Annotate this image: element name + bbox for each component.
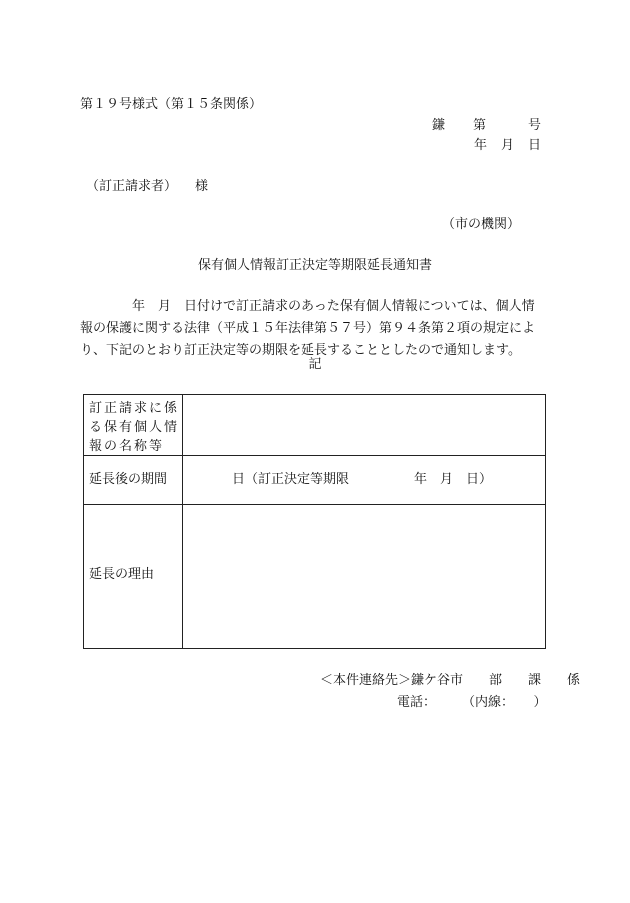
issuer: （市の機関） [442, 217, 521, 232]
label-extended-period: 延長後の期間 [89, 472, 168, 487]
notice-table [83, 394, 546, 649]
table-row-information-name [84, 395, 545, 456]
form-number-title: 第１９号様式（第１５条関係） [80, 97, 263, 112]
body-line: 年 月 日付けで訂正請求のあった保有個人情報については、個人情 [80, 299, 535, 314]
label-information-name: 訂正請求に係る保有個人情報の名称等 [89, 401, 180, 454]
doc-number-prefix: 鎌 [432, 118, 446, 133]
addressee-honorific: 様 [195, 179, 209, 194]
doc-number-dai: 第 [473, 118, 487, 133]
date-day: 日 [528, 138, 542, 153]
table-row-extended-period [84, 456, 545, 505]
date-month: 月 [501, 138, 515, 153]
contact-phone: 電話： （内線： ） [397, 695, 547, 710]
contact-info: ＜本件連絡先＞鎌ケ谷市 部 課 係 [320, 673, 581, 688]
addressee [86, 180, 208, 193]
ki-heading: 記 [308, 357, 322, 372]
table-row-extension-reason [84, 505, 545, 648]
body-line: 報の保護に関する法律（平成１５年法律第５７号）第９４条第２項の規定によ [80, 321, 536, 336]
body-line: り、下記のとおり訂正決定等の期限を延長することとしたので通知します。 [80, 343, 521, 358]
addressee-label: （訂正請求者） [86, 179, 178, 194]
document-title: 保有個人情報訂正決定等期限延長通知書 [197, 258, 432, 273]
doc-number-go: 号 [528, 118, 542, 133]
label-extension-reason: 延長の理由 [89, 567, 155, 582]
body-paragraph [80, 296, 550, 362]
value-extended-period: 日（訂正決定等期限 年 月 日） [232, 472, 493, 487]
date-year: 年 [474, 138, 488, 153]
